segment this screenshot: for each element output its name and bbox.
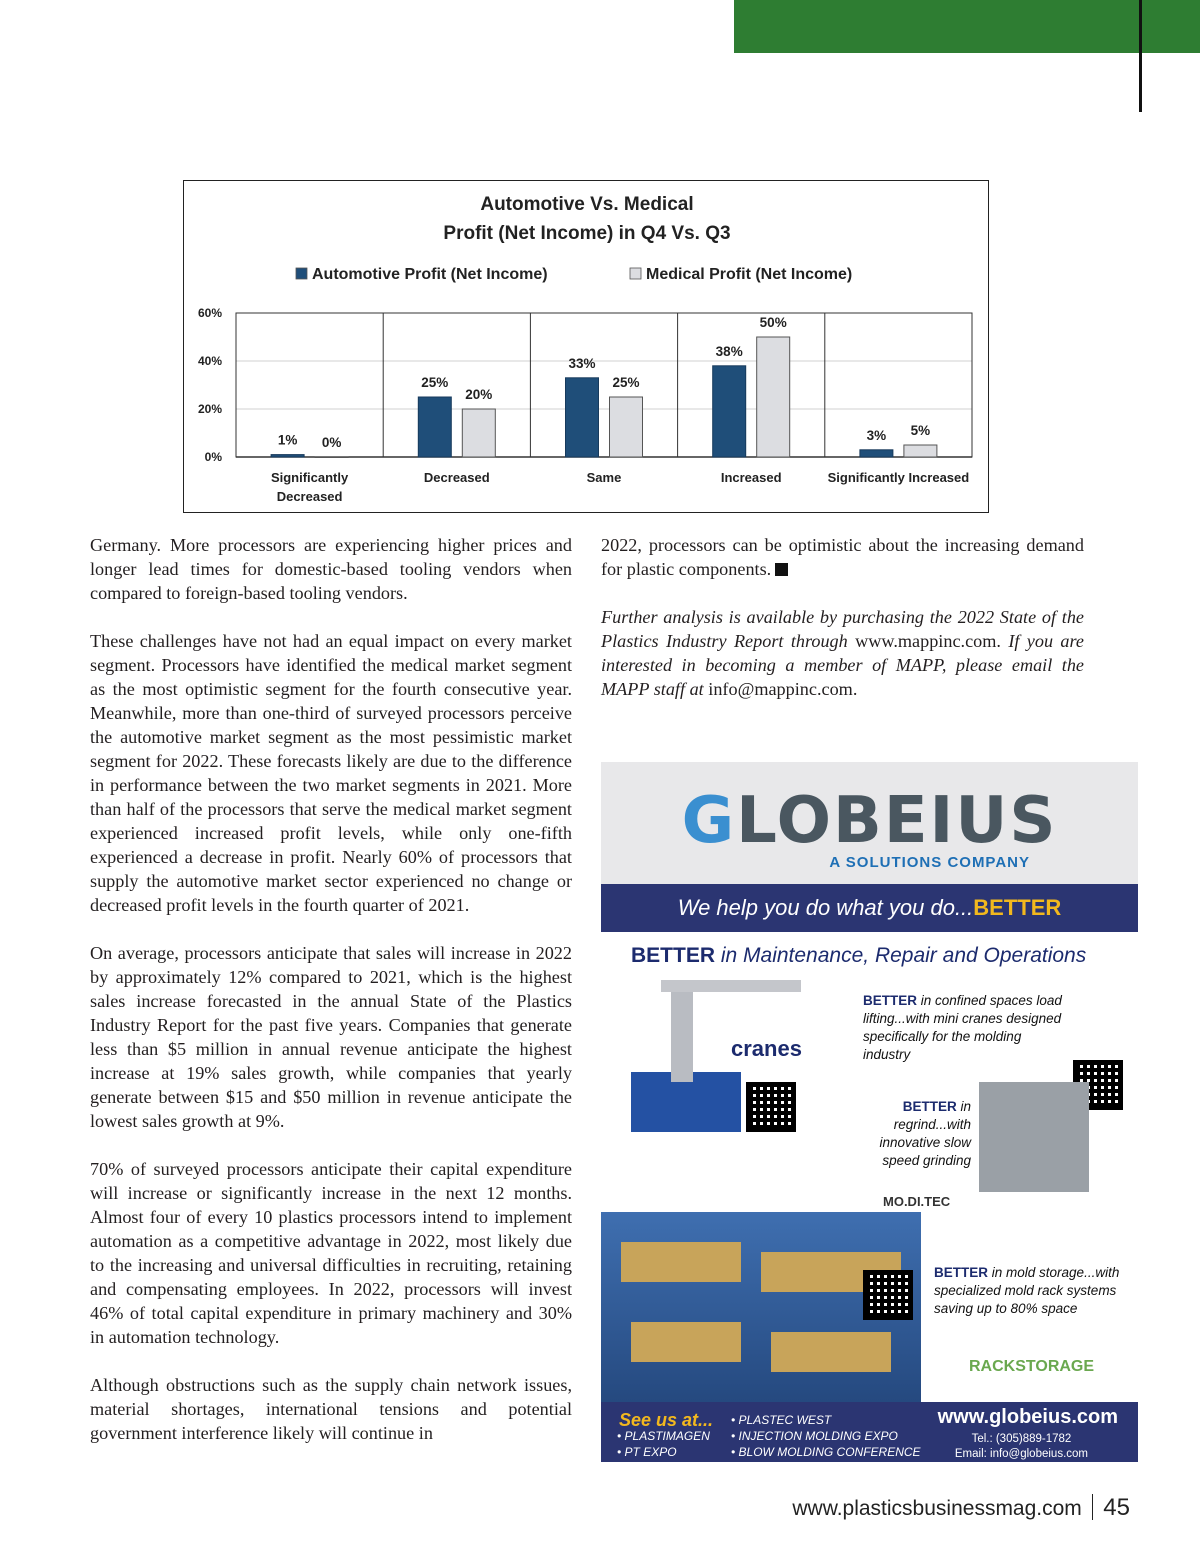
bar-1-0 — [315, 457, 348, 458]
closing-text: 2022, processors can be optimistic about the increasing demand for plastic components. — [601, 535, 1084, 579]
x-tick-label: Significantly — [270, 470, 349, 485]
mapp-email-link[interactable]: info@mappinc.com. — [708, 679, 858, 699]
moditec-logo: MO.DI.TEC — [883, 1194, 951, 1209]
x-tick-label: Decreased — [423, 470, 490, 485]
ad-feature-cranes — [863, 992, 1063, 1064]
logo-g: G — [681, 784, 737, 858]
header-color-bar — [734, 0, 1200, 53]
feature-better-2: BETTER — [902, 1099, 957, 1114]
show-item: • PLASTEC WEST — [731, 1413, 832, 1427]
data-label-0-4: 3% — [866, 427, 887, 443]
globeius-website-link[interactable]: www.globeius.com — [937, 1406, 1118, 1428]
bar-0-3 — [713, 366, 746, 457]
note-text-1: Further analysis is available by purchasing the 2022 State of the Plastics Industry Report through — [601, 607, 1084, 651]
rackstorage-logo: RACKSTORAGE — [969, 1358, 1095, 1375]
chart-title: Automotive Vs. Medical — [480, 194, 694, 215]
data-label-1-2: 25% — [612, 375, 640, 390]
granulator-image — [979, 1082, 1089, 1192]
qr-code-rackstorage-icon[interactable] — [863, 1270, 913, 1320]
globeius-logo — [601, 784, 1138, 858]
show-item: • PLASTIMAGEN — [617, 1429, 710, 1443]
page-number: 45 — [1103, 1494, 1130, 1521]
ad-tagline: A SOLUTIONS COMPANY — [829, 854, 1030, 871]
x-tick-label: Increased — [720, 470, 782, 485]
data-label-1-0: 0% — [321, 435, 342, 450]
crane-boom-image — [661, 980, 801, 992]
feature-better-1: BETTER — [863, 993, 917, 1008]
bar-1-2 — [610, 397, 643, 457]
ad-email[interactable]: Email: info@globeius.com — [954, 1448, 1088, 1460]
legend-swatch-0 — [296, 268, 307, 279]
ad-phone: Tel.: (305)889-1782 — [971, 1433, 1072, 1445]
qr-code-cranes-icon[interactable] — [746, 1082, 796, 1132]
ad-headline — [631, 944, 1086, 968]
chart-canvas — [184, 181, 990, 514]
headline-text: in Maintenance, Repair and Operations — [720, 944, 1087, 967]
further-analysis-note — [601, 605, 1084, 701]
feature-better-3: BETTER — [934, 1265, 988, 1280]
paragraph-1: Germany. More processors are experiencing higher prices and longer lead times for domestic-based tooling vendors when compared to foreign-based tooling vendors. — [90, 535, 572, 603]
ad-feature-storage — [934, 1264, 1134, 1318]
data-label-0-2: 33% — [568, 355, 596, 371]
shows-list-1 — [617, 1428, 710, 1460]
data-label-1-3: 50% — [759, 315, 787, 330]
feature-text-2: in regrind...with innovative slow speed grinding — [879, 1099, 971, 1168]
chart-subtitle: Profit (Net Income) in Q4 Vs. Q3 — [443, 223, 731, 244]
ad-contact-info — [955, 1432, 1088, 1462]
globeius-advertisement[interactable] — [601, 762, 1138, 1462]
ad-logo-area — [601, 762, 1138, 884]
mold-shelf-4 — [771, 1332, 891, 1372]
magazine-url[interactable]: www.plasticsbusinessmag.com — [792, 1497, 1082, 1520]
mold-shelf-1 — [621, 1242, 741, 1282]
y-tick-label: 40% — [197, 354, 222, 368]
mold-shelf-3 — [631, 1322, 741, 1362]
x-tick-label: Decreased — [276, 489, 343, 504]
paragraph-4: 70% of surveyed processors anticipate their capital expenditure will increase or significantly increase in the next 12 months. Almost four of every 10 plastics processors intend to implement automation as a competitive advantage in 2022, most likely due to the increasing and universal difficulties in recruiting, retaining and compensating employees. In 2022, processors will invest 46% of total capital expenditure in primary machinery and 30% in automation technology. — [90, 1159, 572, 1347]
show-item: • INJECTION MOLDING EXPO — [731, 1429, 898, 1443]
data-label-0-0: 1% — [277, 432, 298, 448]
data-label-0-3: 38% — [715, 343, 743, 359]
bar-0-2 — [566, 378, 599, 457]
data-label-1-1: 20% — [465, 387, 493, 402]
show-item: • PT EXPO — [617, 1445, 677, 1459]
ad-slogan-band — [601, 884, 1138, 932]
paragraph-3: On average, processors anticipate that sales will increase in 2022 by approximately 12% compared to 2021, which is the highest sales increase forecasted in the annual State of the Plastics Industry Report for the past five years. Companies that generate less than $5 million in annual revenue anticipate the highest increase at 19% sales growth, while companies that yearly generate between $15 and $50 million in revenue anticipate the lowest sales growth at 9%. — [90, 943, 572, 1131]
shows-list-2 — [731, 1412, 921, 1460]
data-label-0-1: 25% — [421, 375, 449, 390]
article-left-column — [90, 533, 572, 1469]
x-tick-label: Significantly Increased — [827, 470, 970, 485]
see-us-label: See us at... — [619, 1410, 714, 1430]
ad-feature-grinding — [869, 1098, 971, 1170]
legend-swatch-1 — [630, 268, 641, 279]
feature-text-3: in mold storage...with specialized mold rack systems saving up to 80% space — [934, 1265, 1120, 1316]
mapp-link[interactable]: www.mappinc.com. — [855, 631, 1001, 651]
logo-text: LOBEIUS — [736, 784, 1058, 858]
y-tick-label: 60% — [197, 306, 222, 320]
plot-frame — [236, 313, 972, 457]
bar-0-1 — [418, 397, 451, 457]
slogan-text: We help you do what you do... — [677, 895, 974, 920]
show-item: • BLOW MOLDING CONFERENCE — [731, 1445, 921, 1459]
legend-label-1: Medical Profit (Net Income) — [646, 266, 853, 283]
bar-0-0 — [271, 455, 304, 457]
footer-divider — [1092, 1494, 1094, 1520]
end-mark-icon — [775, 563, 788, 576]
bar-1-1 — [462, 409, 495, 457]
ad-product-panel — [601, 932, 1138, 1402]
y-tick-label: 20% — [197, 402, 222, 416]
headline-bold: BETTER — [631, 944, 715, 967]
feature-text-1: in confined spaces load lifting...with mini cranes designed specifically for the molding industry — [863, 993, 1062, 1062]
crane-arm-image — [671, 992, 693, 1082]
page-footer — [792, 1494, 1130, 1522]
header-rule — [1139, 0, 1142, 112]
paragraph-2: These challenges have not had an equal impact on every market segment. Processors have identified the medical market segment as the most optimistic segment for the fourth consecutive year. Meanwhile, more than one-third of surveyed processors perceive the automotive market segment as the most pessimistic market segment for 2022. These forecasts likely are due to the difference in performance between the two market segments in 2021. More than half of the processors that serve the medical market segment experienced increased profit levels, while only one-fifth experienced a decrease in profit. Nearly 60% of processors that supply the automotive market sector experienced no change or decreased profit levels in the fourth quarter of 2021. — [90, 631, 572, 915]
closing-paragraph — [601, 533, 1084, 581]
paragraph-5: Although obstructions such as the supply chain network issues, material shortages, international tensions and potential government interference likely will continue in — [90, 1375, 572, 1443]
ad-footer — [601, 1402, 1138, 1462]
bar-1-4 — [904, 445, 937, 457]
slogan-bold: BETTER — [973, 895, 1062, 920]
bar-1-3 — [757, 337, 790, 457]
x-tick-label: Same — [586, 470, 622, 485]
bar-chart — [183, 180, 989, 513]
data-label-1-4: 5% — [910, 423, 931, 438]
article-right-column — [601, 533, 1084, 725]
note-text-2: If you are interested in becoming a member of MAPP, please email the MAPP staff at — [601, 631, 1084, 699]
bar-0-4 — [860, 450, 893, 457]
legend-label-0: Automotive Profit (Net Income) — [312, 266, 548, 283]
cranes-logo: cranes — [731, 1036, 802, 1061]
y-tick-label: 0% — [204, 450, 222, 464]
